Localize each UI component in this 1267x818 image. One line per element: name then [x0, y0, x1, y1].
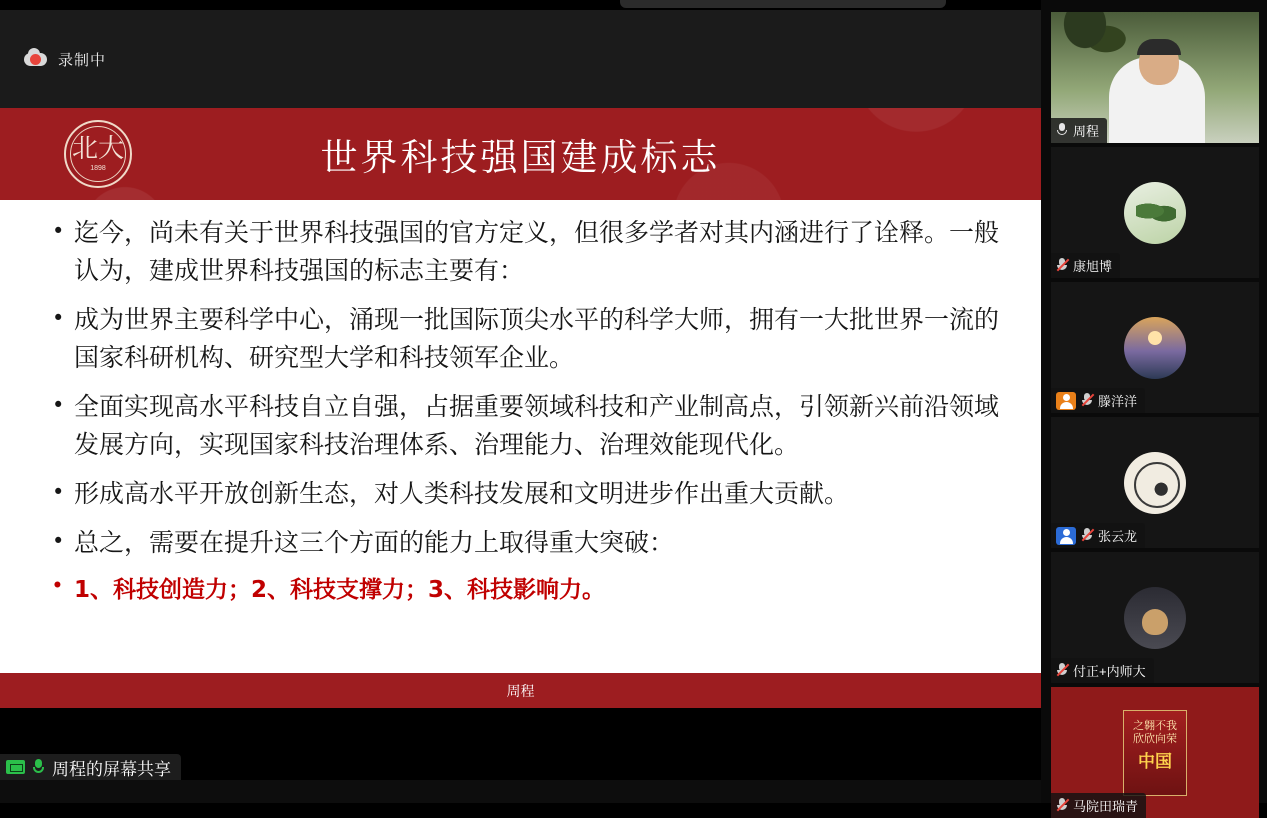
- participant-name-bar: [1051, 388, 1145, 413]
- share-bottom-area: [0, 708, 1041, 780]
- slide-title: 世界科技强国建成标志: [320, 136, 721, 179]
- screen-share-icon: [6, 760, 25, 774]
- avatar-badge-icon: [1056, 527, 1076, 545]
- slide-body: [0, 200, 1041, 673]
- seal-year: 1898: [90, 165, 106, 172]
- participant-tile[interactable]: [1051, 147, 1259, 278]
- bullet-marker: •: [52, 393, 65, 417]
- bullet-text: 形成高水平开放创新生态，对人类科技发展和文明进步作出重大贡献。: [74, 479, 850, 508]
- microphone-icon: [1056, 123, 1068, 138]
- participant-name-bar: [1051, 793, 1146, 818]
- bullet-marker: •: [52, 480, 65, 504]
- participant-name: 张云龙: [1098, 529, 1138, 544]
- participant-name: 康旭博: [1073, 259, 1113, 274]
- slide-bullet: [52, 214, 1007, 290]
- participant-name-bar: [1051, 658, 1154, 683]
- poster-line-1: 之翱不我: [1133, 718, 1177, 732]
- bullet-text: 成为世界主要科学中心，涌现一批国际顶尖水平的科学大师，拥有一大批世界一流的国家科研机构、研究型大学和科技领军企业。: [74, 305, 1000, 372]
- screen-share-label: 周程的屏幕共享: [52, 759, 171, 779]
- bullet-marker: •: [52, 529, 65, 553]
- microphone-muted-icon: [1056, 798, 1068, 813]
- participant-tile[interactable]: [1051, 687, 1259, 818]
- poster-headline: 中国: [1138, 752, 1172, 772]
- floating-toolbar-handle[interactable]: [620, 0, 946, 8]
- participant-rail[interactable]: [1041, 0, 1267, 814]
- participant-tile[interactable]: [1051, 12, 1259, 143]
- cloud-record-icon: [24, 51, 47, 68]
- bullet-marker: •: [52, 306, 65, 330]
- participant-name-bar: [1051, 253, 1120, 278]
- slide-bullet: [52, 524, 1007, 562]
- participant-name: 周程: [1073, 124, 1100, 139]
- avatar: [1124, 182, 1186, 244]
- microphone-muted-icon: [1081, 528, 1093, 543]
- bullet-text: 全面实现高水平科技自立自强，占据重要领域科技和产业制高点，引领新兴前沿领域发展方向，实现国家科技治理体系、治理能力、治理效能现代化。: [74, 392, 1000, 459]
- bullet-text: 迄今，尚未有关于世界科技强国的官方定义，但很多学者对其内涵进行了诠释。一般认为，建成世界科技强国的标志主要有：: [74, 218, 1000, 285]
- slide-header: [0, 108, 1041, 200]
- microphone-muted-icon: [1081, 393, 1093, 408]
- microphone-icon: [32, 759, 45, 775]
- recording-label: 录制中: [58, 51, 107, 69]
- slide-bullet: [52, 475, 1007, 513]
- university-seal-icon: [64, 120, 132, 188]
- microphone-muted-icon: [1056, 258, 1068, 273]
- shared-screen-region: [0, 10, 1041, 780]
- bullet-text: 1、科技创造力；2、科技支撑力；3、科技影响力。: [74, 577, 606, 603]
- participant-name: 滕洋洋: [1098, 394, 1138, 409]
- slide-bullet: [52, 388, 1007, 464]
- avatar: [1124, 317, 1186, 379]
- avatar: [1124, 587, 1186, 649]
- bullet-marker: •: [52, 219, 65, 243]
- slide-footer: 周程: [0, 673, 1041, 708]
- screen-share-indicator[interactable]: [0, 754, 181, 780]
- avatar-badge-icon: [1056, 392, 1076, 410]
- participant-tile[interactable]: [1051, 552, 1259, 683]
- top-strip: [0, 0, 1041, 10]
- poster-line-2: 欣欣向荣: [1133, 732, 1177, 746]
- participant-name: 马院田瑞青: [1073, 799, 1139, 814]
- recording-bar: [0, 10, 1041, 108]
- participant-name-bar: [1051, 118, 1107, 143]
- bullet-text: 总之，需要在提升这三个方面的能力上取得重大突破：: [74, 528, 675, 557]
- avatar: [1124, 452, 1186, 514]
- presentation-slide: [0, 108, 1041, 708]
- participant-tile[interactable]: [1051, 282, 1259, 413]
- participant-tile[interactable]: [1051, 417, 1259, 548]
- participant-name-bar: [1051, 523, 1145, 548]
- seal-glyph: 北大: [71, 134, 124, 164]
- slide-bullet: [52, 301, 1007, 377]
- bullet-marker: •: [52, 576, 63, 596]
- participant-name: 付正+内师大: [1073, 664, 1146, 679]
- slide-bullet-highlight: [52, 573, 1007, 608]
- microphone-muted-icon: [1056, 663, 1068, 678]
